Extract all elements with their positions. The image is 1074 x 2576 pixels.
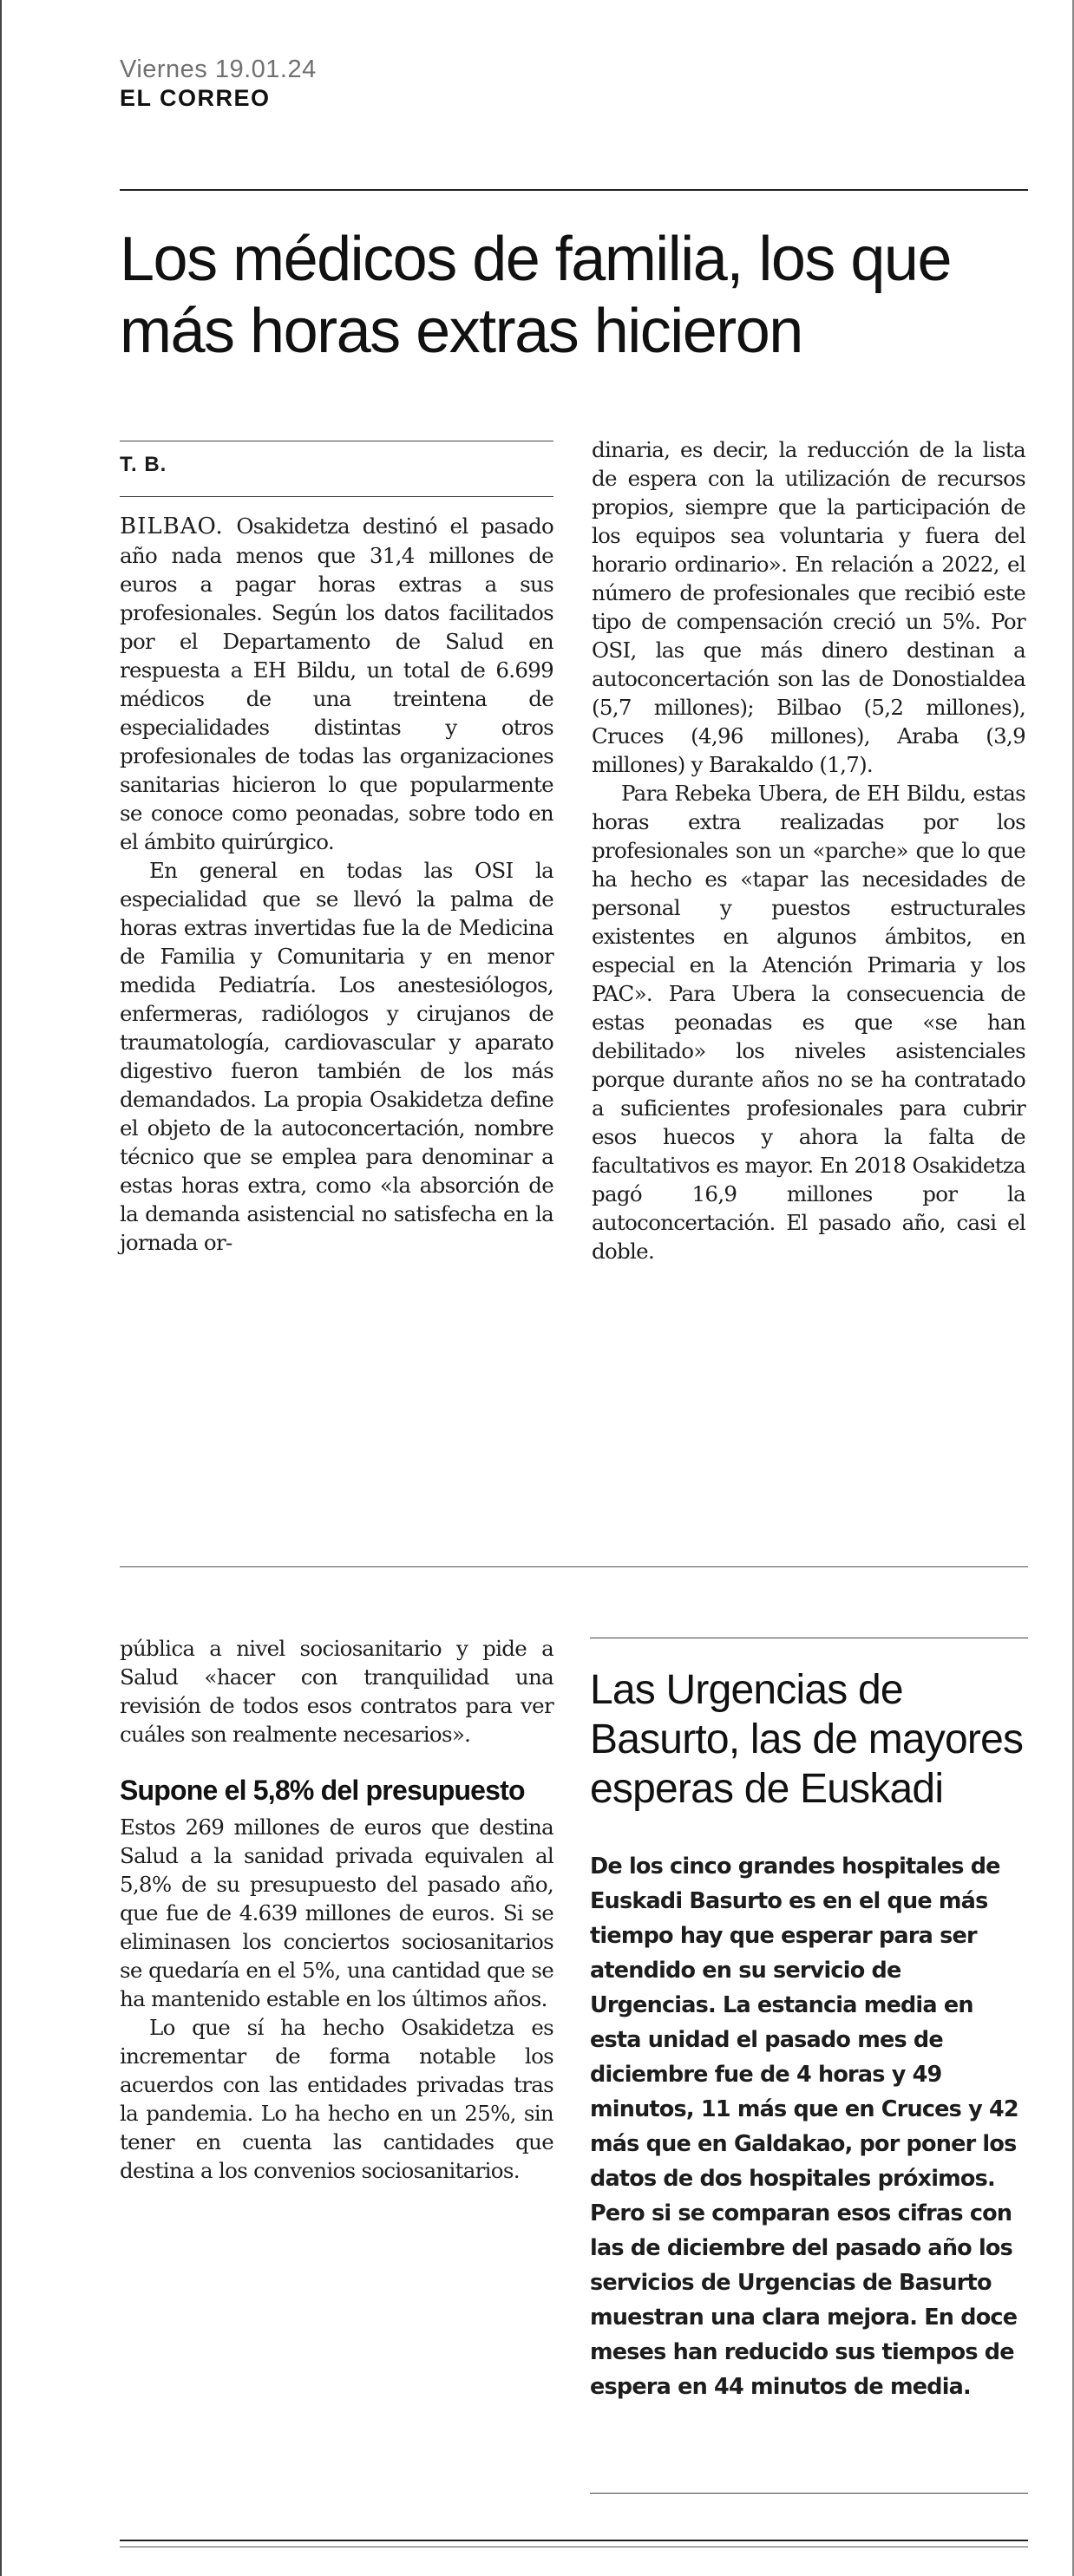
- sidebar-title: Las Urgencias de Basurto, las de mayores esperas de Euskadi: [590, 1667, 1024, 1812]
- article-column-3: [120, 1634, 553, 2185]
- col1-paragraph-1: Osakidetza destinó el pasado año nada menos que 31,4 millones de euros a pagar horas extras a sus profesionales. Según los datos facilitados por el Departamento de Salud en respuesta a EH Bildu, un total de 6.699 médicos de una treintena de especialidades distintas y otros profesionales de todas las organizaciones sanitarias hicieron lo que popularmente se conoce como peonadas, sobre todo en el ámbito quirúrgico.: [120, 513, 553, 854]
- col3-paragraph-1: pública a nivel sociosanitario y pide a Salud «hacer con tranquilidad una revisión de todos esos contratos para ver cuáles son realmente necesarios».: [120, 1636, 553, 1747]
- top-rule: [120, 189, 1028, 191]
- sidebar-paragraph: De los cinco grandes hospitales de Euskadi Basurto es en el que más tiempo hay que esperar para ser atendido en su servicio de Urgencias. La estancia media en esta unidad el pasado mes de diciembre fue de 4 horas y 49 minutos, 11 más que en Cruces y 42 más que en Galdakao, por poner los datos de dos hospitales próximos. Pero si se comparan esos cifras con las de diciembre del pasado año los servicios de Urgencias de Basurto muestran una clara mejora. En doce meses han reducido sus tiempos de espera en 44 minutos de media.: [590, 1854, 1018, 2400]
- sidebar-rule-bottom: [590, 2493, 1028, 2494]
- sidebar-body: [590, 1849, 1024, 2404]
- article-column-1: [120, 512, 553, 1257]
- col2-paragraph-2: Para Rebeka Ubera, de EH Bildu, estas horas extra realizadas por los profesionales son un «parche» que lo que ha hecho es «tapar las necesidades de personal y puestos estructurales existentes en algunos ámbitos, en especial en la Atención Primaria y los PAC». Para Ubera la consecuencia de estas peonadas es que «se han debilitado» los niveles asistenciales porque durante años no se ha contratado a suficientes profesionales para cubrir esos huecos y ahora la falta de facultativos es mayor. En 2018 Osakidetza pagó 16,9 millones por la autoconcertación. El pasado año, casi el doble.: [592, 781, 1025, 1264]
- article-headline: Los médicos de familia, los que más horas extras hicieron: [120, 225, 952, 366]
- page-edge-left: [0, 0, 2, 2576]
- publication-name: EL CORREO: [120, 85, 271, 111]
- article-column-2: [592, 435, 1025, 1265]
- issue-date: Viernes 19.01.24: [120, 56, 317, 83]
- byline: T. B.: [120, 453, 167, 476]
- byline-rule-bottom: [120, 496, 553, 497]
- col2-paragraph-1: dinaria, es decir, la reducción de la lista de espera con la utilización de recursos propios, siempre que la participación de los equipos sea voluntaria y fuera del horario ordinario». En relación a 2022, el número de profesionales que recibió este tipo de compensación creció un 5%. Por OSI, las que más dinero destinan a autoconcertación son las de Donostialdea (5,7 millones); Bilbao (5,2 millones), Cruces (4,96 millones), Araba (3,9 millones) y Barakaldo (1,7).: [592, 437, 1025, 777]
- col3-paragraph-3: Lo que sí ha hecho Osakidetza es incrementar de forma notable los acuerdos con las entidades privadas tras la pandemia. Lo ha hecho en un 25%, sin tener en cuenta las cantidades que destina a los convenios sociosanitarios.: [120, 2015, 553, 2183]
- col3-paragraph-2: Estos 269 millones de euros que destina Salud a la sanidad privada equivalen al 5,8% de su presupuesto del pasado año, que fue de 4.639 millones de euros. Si se eliminasen los conciertos sociosanitarios se quedaría en el 5%, una cantidad que se ha mantenido estable en los últimos años.: [120, 1814, 553, 2011]
- bottom-rule-1: [120, 2540, 1028, 2541]
- col1-paragraph-2: En general en todas las OSI la especialidad que se llevó la palma de horas extras invertidas fue la de Medicina de Familia y Comunitaria y en menor medida Pediatría. Los anestesiólogos, enfermeras, radiólogos y cirujanos de traumatología, cardiovascular y aparato digestivo fueron también de los más demandados. La propia Osakidetza define el objeto de la autoconcertación, nombre técnico que se emplea para denominar a estas horas extra, como «la absorción de la demanda asistencial no satisfecha en la jornada or-: [120, 858, 553, 1255]
- section-subhead: Supone el 5,8% del presupuesto: [120, 1775, 525, 1806]
- location-tag: BILBAO.: [120, 513, 224, 539]
- mid-rule: [120, 1566, 1028, 1567]
